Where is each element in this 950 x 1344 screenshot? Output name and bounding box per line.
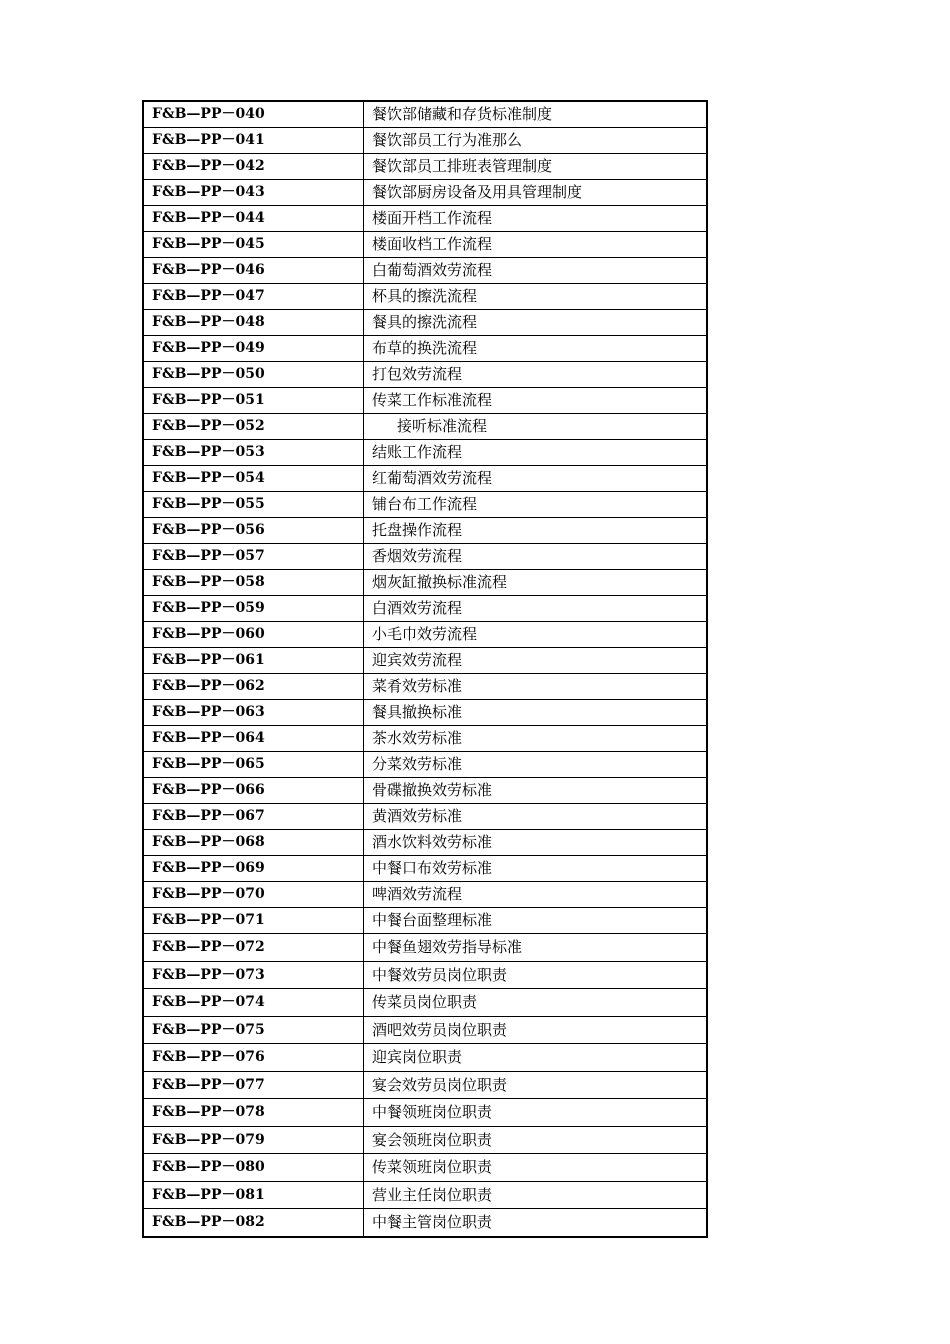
table-row xyxy=(143,128,707,154)
table-row xyxy=(143,596,707,622)
table-row xyxy=(143,778,707,804)
document-title-cell: 杯具的擦洗流程 xyxy=(364,284,708,310)
document-code-cell: F&B—PP－058 xyxy=(143,570,364,596)
table-row xyxy=(143,232,707,258)
table-row xyxy=(143,700,707,726)
document-title-cell: 餐具撤换标准 xyxy=(364,700,708,726)
document-code-cell: F&B—PP－051 xyxy=(143,388,364,414)
document-code-cell: F&B—PP－056 xyxy=(143,518,364,544)
table-row xyxy=(143,570,707,596)
document-title-cell: 托盘操作流程 xyxy=(364,518,708,544)
document-code-cell: F&B—PP－069 xyxy=(143,856,364,882)
document-code-cell: F&B—PP－068 xyxy=(143,830,364,856)
document-title-cell: 铺台布工作流程 xyxy=(364,492,708,518)
document-title-cell: 白酒效劳流程 xyxy=(364,596,708,622)
document-title-cell: 传菜工作标准流程 xyxy=(364,388,708,414)
document-code-cell: F&B—PP－063 xyxy=(143,700,364,726)
document-code-cell: F&B—PP－042 xyxy=(143,154,364,180)
document-title-cell: 餐饮部厨房设备及用具管理制度 xyxy=(364,180,708,206)
document-code-cell: F&B—PP－052 xyxy=(143,414,364,440)
table-row xyxy=(143,934,707,962)
document-title-cell: 餐饮部员工行为准那么 xyxy=(364,128,708,154)
document-title-cell: 接听标准流程 xyxy=(364,414,708,440)
document-title-cell: 黄酒效劳标准 xyxy=(364,804,708,830)
table-row xyxy=(143,804,707,830)
document-code-cell: F&B—PP－082 xyxy=(143,1209,364,1237)
document-title-cell: 中餐领班岗位职责 xyxy=(364,1099,708,1127)
document-title-cell: 茶水效劳标准 xyxy=(364,726,708,752)
document-title-cell: 迎宾效劳流程 xyxy=(364,648,708,674)
document-code-cell: F&B—PP－081 xyxy=(143,1181,364,1209)
document-title-cell: 中餐口布效劳标准 xyxy=(364,856,708,882)
document-title-cell: 楼面开档工作流程 xyxy=(364,206,708,232)
document-title-cell: 中餐台面整理标准 xyxy=(364,908,708,934)
table-row xyxy=(143,466,707,492)
document-title-cell: 酒吧效劳员岗位职责 xyxy=(364,1016,708,1044)
document-code-cell: F&B—PP－050 xyxy=(143,362,364,388)
document-code-cell: F&B—PP－053 xyxy=(143,440,364,466)
table-row xyxy=(143,388,707,414)
document-code-cell: F&B—PP－070 xyxy=(143,882,364,908)
document-title-cell: 中餐效劳员岗位职责 xyxy=(364,961,708,989)
table-row xyxy=(143,648,707,674)
document-code-cell: F&B—PP－045 xyxy=(143,232,364,258)
document-code-cell: F&B—PP－048 xyxy=(143,310,364,336)
document-code-cell: F&B—PP－074 xyxy=(143,989,364,1017)
document-title-cell: 营业主任岗位职责 xyxy=(364,1181,708,1209)
table-row xyxy=(143,1044,707,1072)
document-code-cell: F&B—PP－044 xyxy=(143,206,364,232)
document-code-cell: F&B—PP－040 xyxy=(143,101,364,128)
document-title-cell: 传菜员岗位职责 xyxy=(364,989,708,1017)
table-row xyxy=(143,856,707,882)
document-title-cell: 红葡萄酒效劳流程 xyxy=(364,466,708,492)
document-title-cell: 迎宾岗位职责 xyxy=(364,1044,708,1072)
document-code-cell: F&B—PP－061 xyxy=(143,648,364,674)
table-row xyxy=(143,1154,707,1182)
document-title-cell: 结账工作流程 xyxy=(364,440,708,466)
document-title-cell: 楼面收档工作流程 xyxy=(364,232,708,258)
table-row xyxy=(143,440,707,466)
document-code-cell: F&B—PP－067 xyxy=(143,804,364,830)
table-row xyxy=(143,989,707,1017)
document-code-cell: F&B—PP－060 xyxy=(143,622,364,648)
document-code-cell: F&B—PP－054 xyxy=(143,466,364,492)
table-row xyxy=(143,310,707,336)
document-code-cell: F&B—PP－057 xyxy=(143,544,364,570)
document-code-cell: F&B—PP－064 xyxy=(143,726,364,752)
document-code-cell: F&B—PP－073 xyxy=(143,961,364,989)
table-row xyxy=(143,1126,707,1154)
document-table xyxy=(142,100,708,1238)
table-row xyxy=(143,882,707,908)
document-title-cell: 传菜领班岗位职责 xyxy=(364,1154,708,1182)
document-code-cell: F&B—PP－043 xyxy=(143,180,364,206)
table-row xyxy=(143,336,707,362)
table-row xyxy=(143,1099,707,1127)
document-title-cell: 打包效劳流程 xyxy=(364,362,708,388)
document-code-cell: F&B—PP－066 xyxy=(143,778,364,804)
table-row xyxy=(143,180,707,206)
table-row xyxy=(143,284,707,310)
table-row xyxy=(143,258,707,284)
document-code-cell: F&B—PP－049 xyxy=(143,336,364,362)
table-row xyxy=(143,518,707,544)
document-code-cell: F&B—PP－059 xyxy=(143,596,364,622)
table-row xyxy=(143,414,707,440)
document-title-cell: 餐饮部储藏和存货标准制度 xyxy=(364,101,708,128)
document-code-cell: F&B—PP－065 xyxy=(143,752,364,778)
table-row xyxy=(143,101,707,128)
document-code-cell: F&B—PP－080 xyxy=(143,1154,364,1182)
document-code-cell: F&B—PP－079 xyxy=(143,1126,364,1154)
table-row xyxy=(143,961,707,989)
table-row xyxy=(143,154,707,180)
document-code-cell: F&B—PP－078 xyxy=(143,1099,364,1127)
table-row xyxy=(143,674,707,700)
table-row xyxy=(143,1016,707,1044)
table-row xyxy=(143,206,707,232)
document-title-cell: 宴会领班岗位职责 xyxy=(364,1126,708,1154)
document-title-cell: 中餐鱼翅效劳指导标准 xyxy=(364,934,708,962)
document-table-body xyxy=(143,101,707,1237)
table-row xyxy=(143,1071,707,1099)
table-row xyxy=(143,752,707,778)
table-row xyxy=(143,908,707,934)
document-code-cell: F&B—PP－041 xyxy=(143,128,364,154)
table-row xyxy=(143,622,707,648)
document-title-cell: 餐饮部员工排班表管理制度 xyxy=(364,154,708,180)
document-code-cell: F&B—PP－076 xyxy=(143,1044,364,1072)
table-row xyxy=(143,830,707,856)
document-code-cell: F&B—PP－046 xyxy=(143,258,364,284)
document-code-cell: F&B—PP－071 xyxy=(143,908,364,934)
document-code-cell: F&B—PP－075 xyxy=(143,1016,364,1044)
document-title-cell: 中餐主管岗位职责 xyxy=(364,1209,708,1237)
document-title-cell: 白葡萄酒效劳流程 xyxy=(364,258,708,284)
document-title-cell: 餐具的擦洗流程 xyxy=(364,310,708,336)
document-title-cell: 香烟效劳流程 xyxy=(364,544,708,570)
document-title-cell: 酒水饮料效劳标准 xyxy=(364,830,708,856)
document-code-cell: F&B—PP－077 xyxy=(143,1071,364,1099)
document-title-cell: 烟灰缸撤换标准流程 xyxy=(364,570,708,596)
table-row xyxy=(143,726,707,752)
table-row xyxy=(143,544,707,570)
document-code-cell: F&B—PP－055 xyxy=(143,492,364,518)
document-code-cell: F&B—PP－072 xyxy=(143,934,364,962)
table-row xyxy=(143,1181,707,1209)
document-title-cell: 啤酒效劳流程 xyxy=(364,882,708,908)
document-title-cell: 菜肴效劳标准 xyxy=(364,674,708,700)
document-code-cell: F&B—PP－047 xyxy=(143,284,364,310)
document-code-cell: F&B—PP－062 xyxy=(143,674,364,700)
table-row xyxy=(143,1209,707,1237)
document-title-cell: 骨碟撤换效劳标准 xyxy=(364,778,708,804)
document-title-cell: 宴会效劳员岗位职责 xyxy=(364,1071,708,1099)
document-title-cell: 分菜效劳标准 xyxy=(364,752,708,778)
table-row xyxy=(143,362,707,388)
document-title-cell: 小毛巾效劳流程 xyxy=(364,622,708,648)
table-row xyxy=(143,492,707,518)
document-title-cell: 布草的换洗流程 xyxy=(364,336,708,362)
